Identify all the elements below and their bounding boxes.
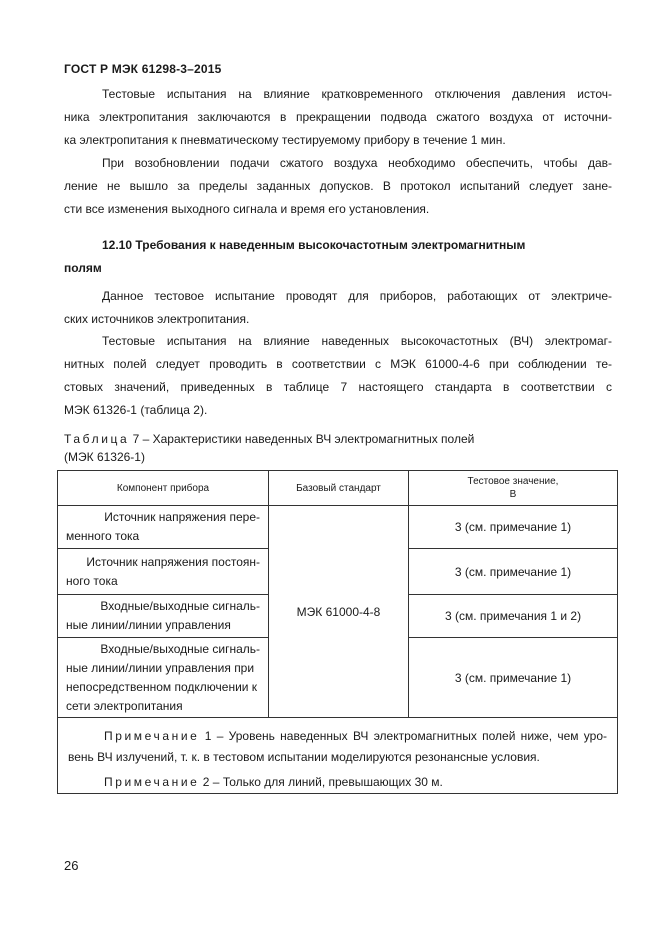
- characteristics-table: [57, 470, 618, 794]
- note-1-word: Примечание: [104, 729, 200, 743]
- note-2-word: Примечание: [104, 775, 200, 789]
- paragraph-line: ление не вышло за пределы заданных допусков. В протокол испытаний следует зане-: [64, 179, 612, 193]
- table-caption-line2: (МЭК 61326-1): [64, 450, 145, 464]
- note-1: [68, 726, 607, 747]
- row-value: 3 (см. примечание 1): [409, 638, 618, 718]
- row-component-line: сети электропитания: [66, 698, 183, 713]
- header-test-value: [409, 471, 618, 506]
- paragraph-line: МЭК 61326-1 (таблица 2).: [64, 403, 208, 417]
- row-component-line: непосредственном подключении к: [66, 679, 258, 694]
- paragraph-line: ских источников электропитания.: [64, 312, 250, 326]
- note-1-line2: вень ВЧ излучений, т. к. в тестовом испытании моделируются резонансные условия.: [68, 750, 540, 764]
- header-base-standard: Базовый стандарт: [269, 471, 409, 506]
- document-header: ГОСТ Р МЭК 61298-3–2015: [64, 62, 222, 76]
- row-component-line: ные линии/линии управления при: [66, 660, 255, 675]
- paragraph-line: стовых значений, приведенных в таблице 7 настоящего стандарта в соответствии с: [64, 380, 612, 394]
- row-component: [58, 549, 269, 595]
- row-component-line: Входные/выходные сигналь-: [100, 641, 260, 656]
- row-component-line: Источник напряжения постоян-: [86, 554, 260, 569]
- row-component: [58, 638, 269, 718]
- base-standard-cell: МЭК 61000-4-8: [269, 506, 409, 718]
- row-component-line: Входные/выходные сигналь-: [100, 599, 260, 613]
- header-test-value-unit: В: [509, 489, 517, 500]
- note-2-text: 2 – Только для линий, превышающих 30 м.: [199, 775, 443, 789]
- table-caption: [64, 432, 474, 446]
- row-value: 3 (см. примечания 1 и 2): [409, 595, 618, 638]
- paragraph-line: нитных полей следует проводить в соответствии с МЭК 61000-4-6 при соблюдении те-: [64, 357, 612, 371]
- table-notes-row: [58, 718, 618, 794]
- table-caption-text: 7 – Характеристики наведенных ВЧ электромагнитных полей: [129, 432, 475, 446]
- page-number: 26: [64, 858, 79, 873]
- table-caption-word: Таблица: [64, 432, 130, 446]
- row-component-line: менного тока: [66, 529, 140, 543]
- table-header-row: [58, 471, 618, 506]
- row-value: 3 (см. примечание 1): [409, 549, 618, 595]
- header-component: Компонент прибора: [58, 471, 269, 506]
- paragraph-line: сти все изменения выходного сигнала и время его установления.: [64, 202, 430, 216]
- paragraph-line: ника электропитания заключаются в прекращении подвода сжатого воздуха от источни-: [64, 110, 612, 124]
- paragraph-line: Тестовые испытания на влияние кратковременного отключения давления источ-: [102, 87, 612, 101]
- row-component: [58, 506, 269, 549]
- section-heading: 12.10 Требования к наведенным высокочастотным электромагнитным: [102, 238, 526, 252]
- row-value: 3 (см. примечание 1): [409, 506, 618, 549]
- paragraph-line: Данное тестовое испытание проводят для приборов, работающих от электриче-: [102, 289, 612, 303]
- paragraph-line: Тестовые испытания на влияние наведенных высокочастотных (ВЧ) электромаг-: [102, 334, 612, 348]
- paragraph-line: ка электропитания к пневматическому тестируемому прибору в течение 1 мин.: [64, 133, 506, 147]
- table-notes: [58, 718, 618, 794]
- row-component-line: ные линии/линии управления: [66, 618, 231, 632]
- paragraph-line: При возобновлении подачи сжатого воздуха необходимо обеспечить, чтобы дав-: [102, 156, 612, 170]
- table-row: [58, 506, 618, 549]
- row-component: [58, 595, 269, 638]
- note-1-text: 1 – Уровень наведенных ВЧ электромагнитных полей ниже, чем уро-: [199, 729, 607, 743]
- note-2: [68, 772, 607, 793]
- header-test-value-text: Тестовое значение,: [467, 476, 559, 487]
- row-component-line: Источник напряжения пере-: [104, 510, 260, 524]
- row-component-line: ного тока: [66, 573, 118, 588]
- section-heading-cont: полям: [64, 261, 102, 275]
